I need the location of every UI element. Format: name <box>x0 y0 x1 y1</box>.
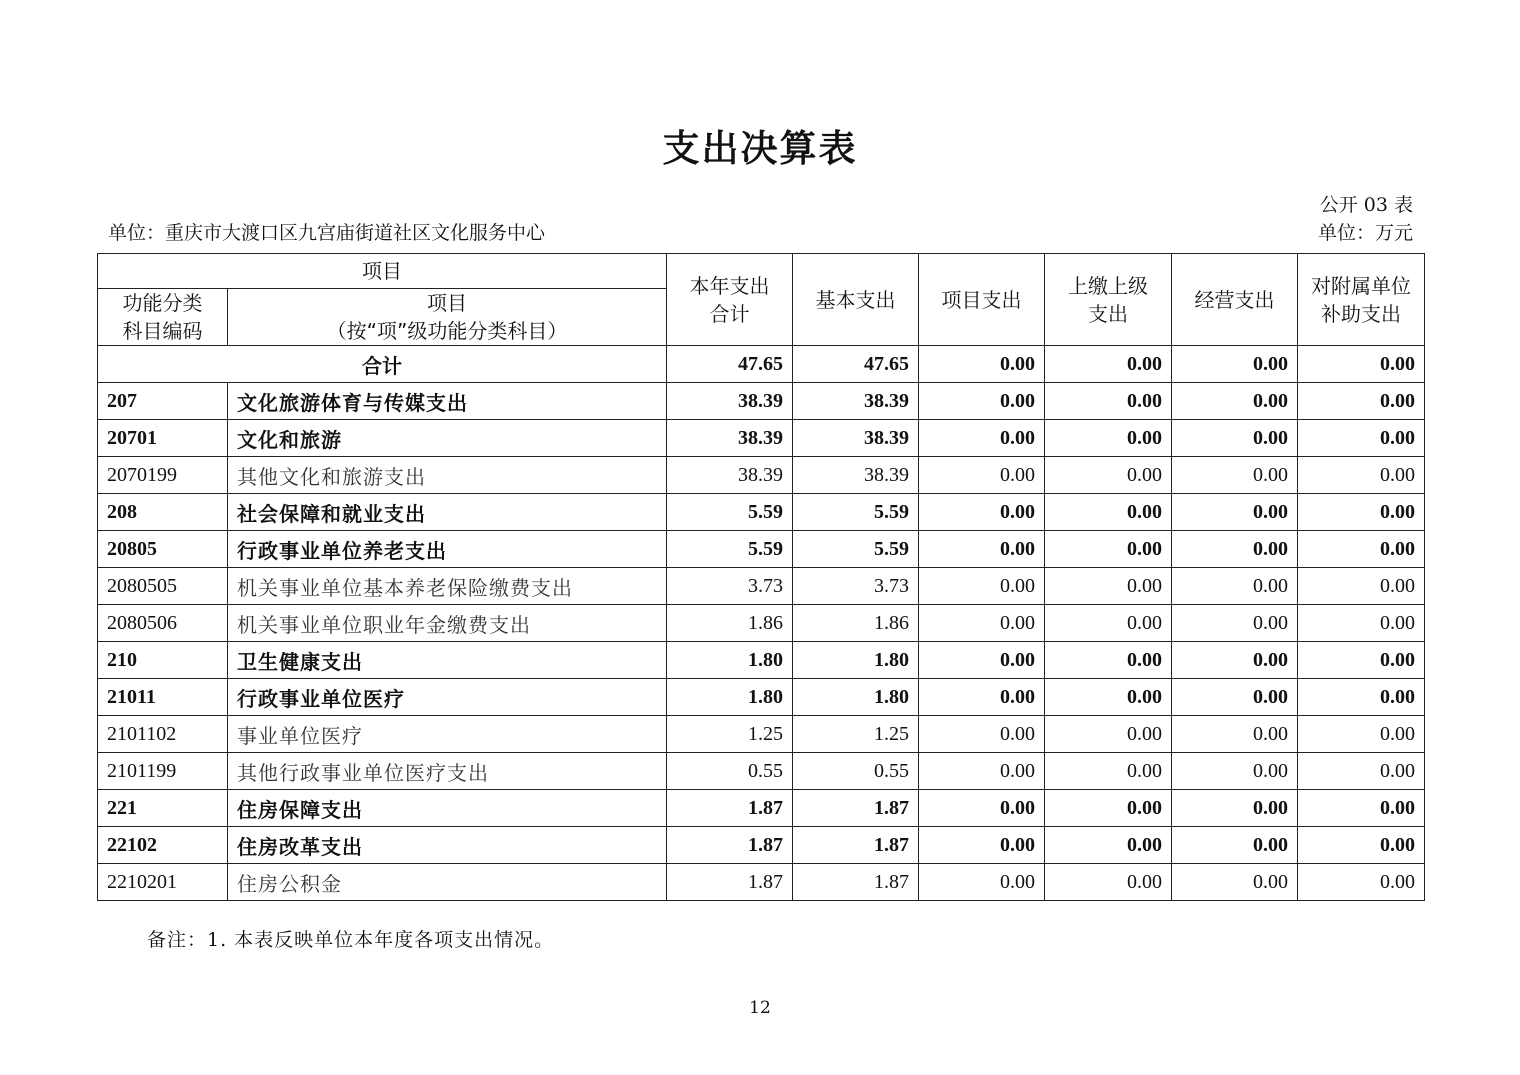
row-project: 0.00 <box>919 827 1045 864</box>
header-business <box>1172 254 1298 346</box>
row-project: 0.00 <box>919 716 1045 753</box>
row-upper: 0.00 <box>1045 420 1172 457</box>
row-subsidy: 0.00 <box>1298 568 1425 605</box>
total-upper: 0.00 <box>1045 346 1172 383</box>
row-upper: 0.00 <box>1045 568 1172 605</box>
total-row <box>98 346 1425 383</box>
table-row <box>98 864 1425 901</box>
header-name-label: 项目 （按“项”级功能分类科目） <box>326 291 568 343</box>
row-upper: 0.00 <box>1045 531 1172 568</box>
row-name: 机关事业单位职业年金缴费支出 <box>228 605 667 642</box>
row-total: 38.39 <box>667 420 793 457</box>
row-name: 文化和旅游 <box>228 420 667 457</box>
header-total <box>667 254 793 346</box>
row-total: 38.39 <box>667 457 793 494</box>
page-number: 12 <box>749 998 771 1018</box>
row-business: 0.00 <box>1172 420 1298 457</box>
row-project: 0.00 <box>919 679 1045 716</box>
row-business: 0.00 <box>1172 457 1298 494</box>
table-row <box>98 716 1425 753</box>
row-total: 1.87 <box>667 827 793 864</box>
table-row <box>98 827 1425 864</box>
header-code <box>98 289 228 346</box>
table-row <box>98 383 1425 420</box>
row-subsidy: 0.00 <box>1298 383 1425 420</box>
row-project: 0.00 <box>919 605 1045 642</box>
row-project: 0.00 <box>919 753 1045 790</box>
row-name: 文化旅游体育与传媒支出 <box>228 383 667 420</box>
row-name: 行政事业单位养老支出 <box>228 531 667 568</box>
row-name: 事业单位医疗 <box>228 716 667 753</box>
row-business: 0.00 <box>1172 790 1298 827</box>
row-upper: 0.00 <box>1045 827 1172 864</box>
row-name: 其他行政事业单位医疗支出 <box>228 753 667 790</box>
row-code: 2101102 <box>98 716 228 753</box>
row-subsidy: 0.00 <box>1298 642 1425 679</box>
row-project: 0.00 <box>919 864 1045 901</box>
row-subsidy: 0.00 <box>1298 679 1425 716</box>
row-code: 2080506 <box>98 605 228 642</box>
row-subsidy: 0.00 <box>1298 605 1425 642</box>
row-name: 机关事业单位基本养老保险缴费支出 <box>228 568 667 605</box>
row-basic: 1.25 <box>793 716 919 753</box>
row-total: 1.80 <box>667 679 793 716</box>
row-subsidy: 0.00 <box>1298 531 1425 568</box>
table-row <box>98 679 1425 716</box>
row-project: 0.00 <box>919 383 1045 420</box>
row-total: 0.55 <box>667 753 793 790</box>
row-code: 210 <box>98 642 228 679</box>
header-subsidy-label: 对附属单位 补助支出 <box>1311 273 1411 326</box>
row-project: 0.00 <box>919 568 1045 605</box>
row-project: 0.00 <box>919 642 1045 679</box>
row-total: 1.87 <box>667 864 793 901</box>
row-basic: 1.87 <box>793 790 919 827</box>
footnote: 备注：1. 本表反映单位本年度各项支出情况。 <box>147 929 555 951</box>
row-basic: 38.39 <box>793 457 919 494</box>
row-business: 0.00 <box>1172 568 1298 605</box>
row-total: 5.59 <box>667 494 793 531</box>
row-business: 0.00 <box>1172 716 1298 753</box>
row-project: 0.00 <box>919 494 1045 531</box>
row-basic: 1.80 <box>793 642 919 679</box>
header-code-label: 功能分类 科目编码 <box>122 291 203 343</box>
row-code: 2210201 <box>98 864 228 901</box>
expenditure-table <box>97 253 1425 901</box>
row-basic: 38.39 <box>793 383 919 420</box>
table-row <box>98 605 1425 642</box>
row-project: 0.00 <box>919 790 1045 827</box>
row-code: 207 <box>98 383 228 420</box>
total-subsidy: 0.00 <box>1298 346 1425 383</box>
row-basic: 5.59 <box>793 494 919 531</box>
total-business: 0.00 <box>1172 346 1298 383</box>
header-business-label: 经营支出 <box>1194 287 1275 312</box>
row-total: 5.59 <box>667 531 793 568</box>
row-upper: 0.00 <box>1045 383 1172 420</box>
row-project: 0.00 <box>919 457 1045 494</box>
header-project-label: 项目支出 <box>941 287 1022 312</box>
row-code: 20701 <box>98 420 228 457</box>
table-row <box>98 494 1425 531</box>
row-code: 22102 <box>98 827 228 864</box>
row-subsidy: 0.00 <box>1298 494 1425 531</box>
reporting-unit: 单位：重庆市大渡口区九宫庙街道社区文化服务中心 <box>108 222 546 244</box>
row-name: 住房保障支出 <box>228 790 667 827</box>
header-upper <box>1045 254 1172 346</box>
row-total: 3.73 <box>667 568 793 605</box>
row-basic: 1.86 <box>793 605 919 642</box>
row-business: 0.00 <box>1172 605 1298 642</box>
header-total-label: 本年支出 合计 <box>689 273 770 326</box>
row-code: 20805 <box>98 531 228 568</box>
row-upper: 0.00 <box>1045 716 1172 753</box>
currency-unit: 单位：万元 <box>1317 222 1413 244</box>
row-code: 21011 <box>98 679 228 716</box>
row-basic: 1.87 <box>793 864 919 901</box>
row-project: 0.00 <box>919 531 1045 568</box>
row-name: 卫生健康支出 <box>228 642 667 679</box>
row-subsidy: 0.00 <box>1298 864 1425 901</box>
row-code: 2070199 <box>98 457 228 494</box>
table-row <box>98 790 1425 827</box>
row-basic: 1.87 <box>793 827 919 864</box>
row-total: 1.25 <box>667 716 793 753</box>
row-name: 住房改革支出 <box>228 827 667 864</box>
row-business: 0.00 <box>1172 531 1298 568</box>
page-title: 支出决算表 <box>662 127 858 170</box>
row-total: 38.39 <box>667 383 793 420</box>
total-label: 合计 <box>98 346 667 383</box>
row-subsidy: 0.00 <box>1298 420 1425 457</box>
row-business: 0.00 <box>1172 494 1298 531</box>
row-upper: 0.00 <box>1045 605 1172 642</box>
table-row <box>98 420 1425 457</box>
row-basic: 3.73 <box>793 568 919 605</box>
total-project: 0.00 <box>919 346 1045 383</box>
row-subsidy: 0.00 <box>1298 753 1425 790</box>
row-business: 0.00 <box>1172 753 1298 790</box>
header-basic-label: 基本支出 <box>815 287 896 312</box>
row-business: 0.00 <box>1172 383 1298 420</box>
row-name: 社会保障和就业支出 <box>228 494 667 531</box>
row-upper: 0.00 <box>1045 753 1172 790</box>
row-subsidy: 0.00 <box>1298 457 1425 494</box>
header-project-group: 项目 <box>98 254 667 289</box>
header-basic <box>793 254 919 346</box>
row-business: 0.00 <box>1172 827 1298 864</box>
row-code: 2101199 <box>98 753 228 790</box>
row-name: 其他文化和旅游支出 <box>228 457 667 494</box>
row-code: 2080505 <box>98 568 228 605</box>
row-code: 208 <box>98 494 228 531</box>
row-basic: 38.39 <box>793 420 919 457</box>
row-business: 0.00 <box>1172 864 1298 901</box>
table-row <box>98 753 1425 790</box>
table-row <box>98 457 1425 494</box>
form-code: 公开 03 表 <box>1319 194 1413 216</box>
row-basic: 1.80 <box>793 679 919 716</box>
row-upper: 0.00 <box>1045 457 1172 494</box>
total-amount: 47.65 <box>667 346 793 383</box>
row-upper: 0.00 <box>1045 790 1172 827</box>
row-upper: 0.00 <box>1045 494 1172 531</box>
row-subsidy: 0.00 <box>1298 716 1425 753</box>
table-row <box>98 531 1425 568</box>
header-project <box>919 254 1045 346</box>
row-basic: 0.55 <box>793 753 919 790</box>
row-business: 0.00 <box>1172 679 1298 716</box>
row-subsidy: 0.00 <box>1298 827 1425 864</box>
row-upper: 0.00 <box>1045 679 1172 716</box>
row-subsidy: 0.00 <box>1298 790 1425 827</box>
row-business: 0.00 <box>1172 642 1298 679</box>
row-code: 221 <box>98 790 228 827</box>
table-row <box>98 642 1425 679</box>
row-project: 0.00 <box>919 420 1045 457</box>
row-total: 1.87 <box>667 790 793 827</box>
header-upper-label: 上缴上级 支出 <box>1068 273 1148 326</box>
row-total: 1.80 <box>667 642 793 679</box>
row-name: 住房公积金 <box>228 864 667 901</box>
header-subsidy <box>1298 254 1425 346</box>
row-name: 行政事业单位医疗 <box>228 679 667 716</box>
row-total: 1.86 <box>667 605 793 642</box>
row-upper: 0.00 <box>1045 642 1172 679</box>
table-row <box>98 568 1425 605</box>
total-basic: 47.65 <box>793 346 919 383</box>
row-basic: 5.59 <box>793 531 919 568</box>
row-upper: 0.00 <box>1045 864 1172 901</box>
header-name <box>228 289 667 346</box>
